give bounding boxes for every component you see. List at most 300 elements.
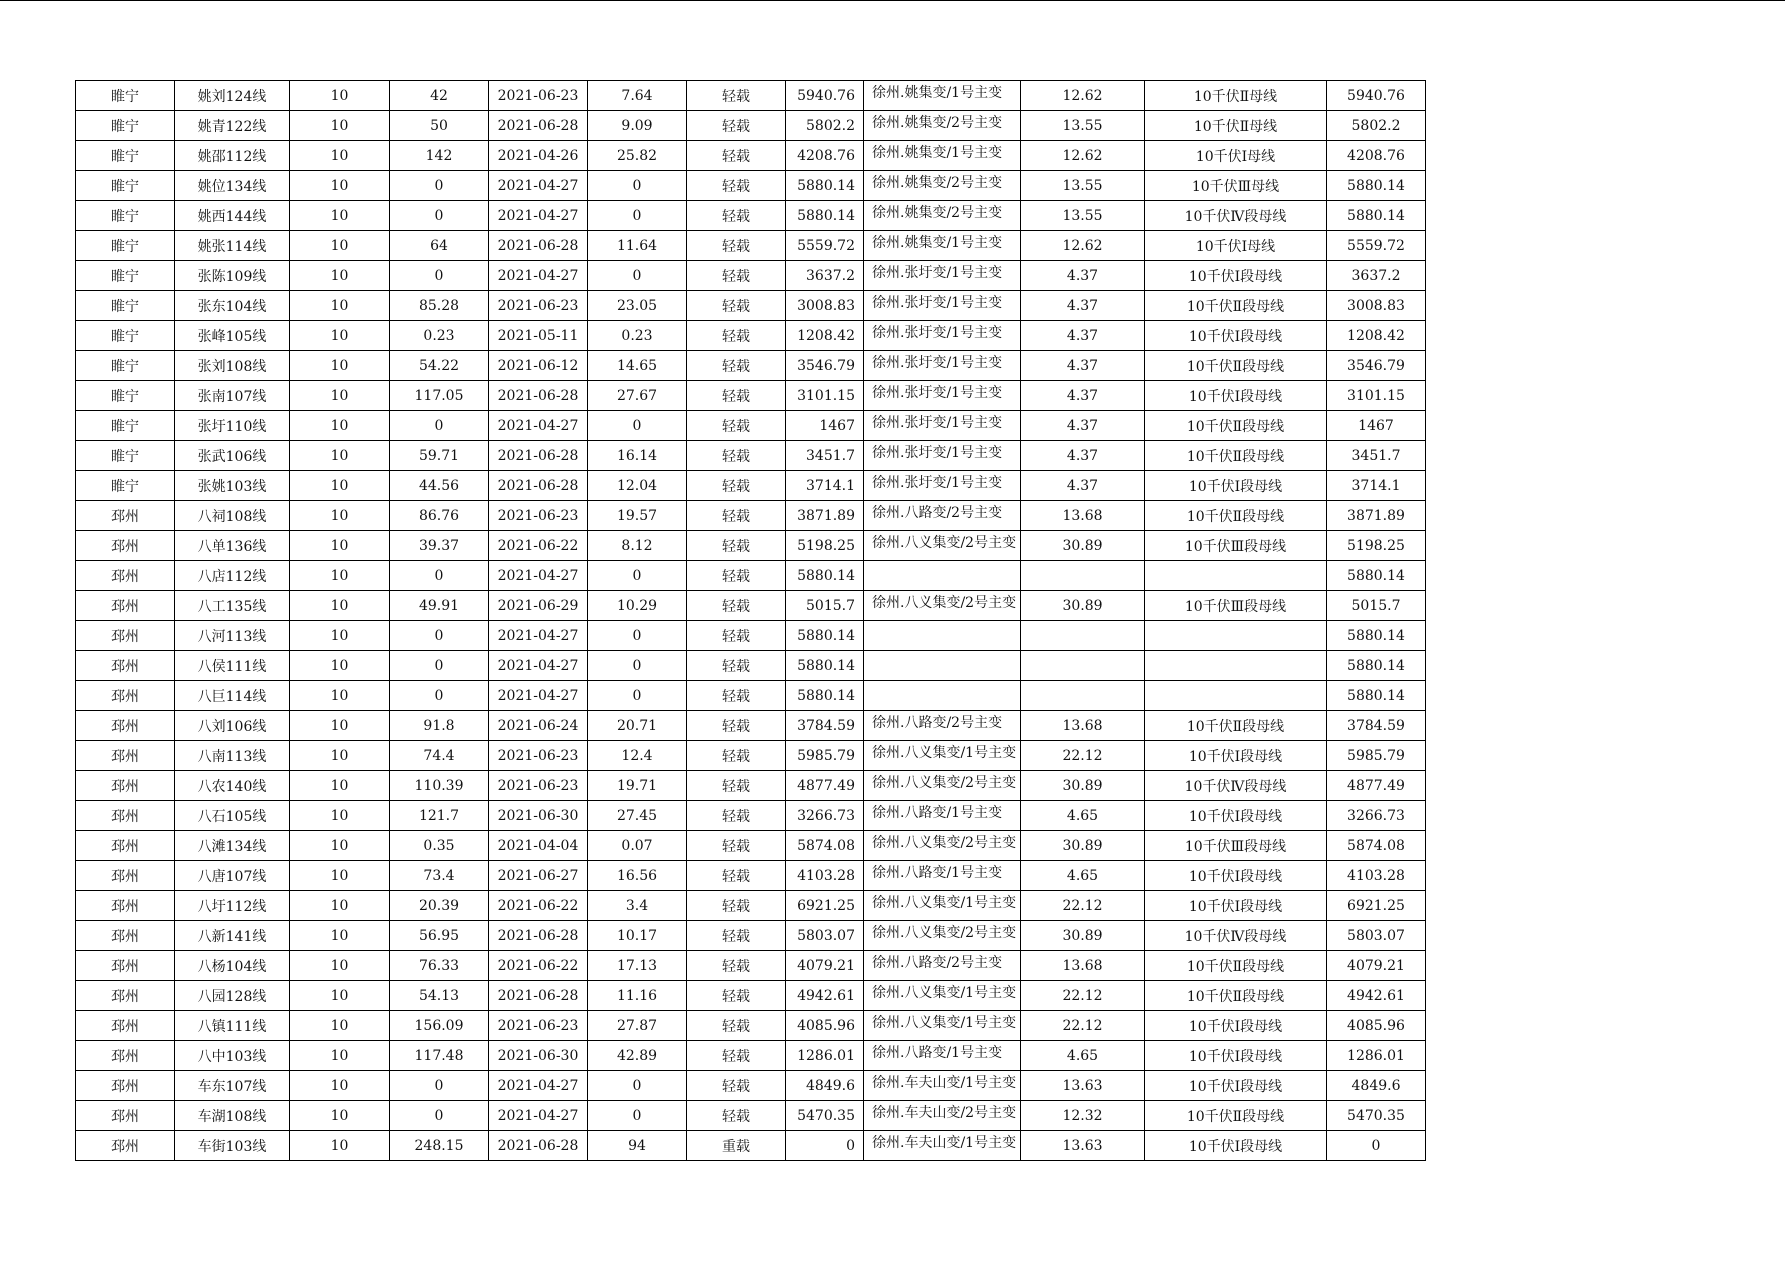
capacity-cell: 3266.73 [786,801,864,831]
voltage-cell: 10 [290,411,390,441]
capacity-cell: 4079.21 [786,951,864,981]
voltage-cell: 10 [290,111,390,141]
line-name-cell: 张峰105线 [175,321,290,351]
current-cell: 91.8 [390,711,489,741]
transformer-cell: 徐州.张圩变/1号主变 [864,471,1021,501]
current-cell: 0 [390,261,489,291]
transformer-cell: 徐州.姚集变/1号主变 [864,231,1021,261]
margin-cell: 5802.2 [1327,111,1426,141]
load-status-cell: 轻载 [687,621,786,651]
date-cell: 2021-06-28 [489,231,588,261]
margin-cell: 5880.14 [1327,171,1426,201]
transformer-cell: 徐州.八义集变/2号主变 [864,531,1021,561]
bus-cell: 10千伏Ⅲ段母线 [1145,591,1327,621]
region-cell: 睢宁 [76,411,175,441]
transformer-cell: 徐州.八路变/1号主变 [864,1041,1021,1071]
transformer-cell: 徐州.八义集变/2号主变 [864,921,1021,951]
voltage-cell: 10 [290,801,390,831]
line-name-cell: 八祠108线 [175,501,290,531]
voltage-cell: 10 [290,861,390,891]
load-rate-cell: 42.89 [588,1041,687,1071]
current-cell: 142 [390,141,489,171]
current-cell: 0 [390,621,489,651]
margin-cell: 5880.14 [1327,201,1426,231]
load-rate-cell: 20.71 [588,711,687,741]
load-status-cell: 轻载 [687,321,786,351]
line-name-cell: 八巨114线 [175,681,290,711]
line-name-cell: 八店112线 [175,561,290,591]
transformer-cell [864,621,1021,651]
line-name-cell: 张武106线 [175,441,290,471]
voltage-cell: 10 [290,81,390,111]
line-name-cell: 姚邵112线 [175,141,290,171]
region-cell: 邳州 [76,711,175,741]
voltage-cell: 10 [290,621,390,651]
bus-cell [1145,621,1327,651]
current-cell: 156.09 [390,1011,489,1041]
capacity-cell: 5880.14 [786,171,864,201]
bus-cell: 10千伏Ⅰ段母线 [1145,891,1327,921]
region-cell: 睢宁 [76,351,175,381]
bus-cell: 10千伏Ⅰ段母线 [1145,1041,1327,1071]
current-cell: 20.39 [390,891,489,921]
transformer-load-cell: 22.12 [1021,1011,1145,1041]
date-cell: 2021-06-22 [489,891,588,921]
load-status-cell: 轻载 [687,81,786,111]
load-status-cell: 轻载 [687,291,786,321]
current-cell: 0 [390,411,489,441]
transformer-cell: 徐州.八义集变/2号主变 [864,771,1021,801]
date-cell: 2021-06-28 [489,1131,588,1161]
load-rate-cell: 27.87 [588,1011,687,1041]
table-row [76,501,1426,531]
voltage-cell: 10 [290,1131,390,1161]
bus-cell: 10千伏Ⅱ段母线 [1145,981,1327,1011]
current-cell: 49.91 [390,591,489,621]
capacity-cell: 5198.25 [786,531,864,561]
bus-cell: 10千伏Ⅳ段母线 [1145,201,1327,231]
current-cell: 121.7 [390,801,489,831]
date-cell: 2021-06-23 [489,291,588,321]
load-rate-cell: 9.09 [588,111,687,141]
transformer-load-cell: 13.55 [1021,201,1145,231]
region-cell: 邳州 [76,591,175,621]
bus-cell: 10千伏Ⅱ母线 [1145,111,1327,141]
transformer-cell: 徐州.车夫山变/1号主变 [864,1071,1021,1101]
load-status-cell: 轻载 [687,471,786,501]
region-cell: 邳州 [76,561,175,591]
margin-cell: 5874.08 [1327,831,1426,861]
region-cell: 睢宁 [76,261,175,291]
capacity-cell: 5559.72 [786,231,864,261]
margin-cell: 3008.83 [1327,291,1426,321]
transformer-cell: 徐州.姚集变/1号主变 [864,141,1021,171]
capacity-cell: 3714.1 [786,471,864,501]
load-rate-cell: 16.14 [588,441,687,471]
line-name-cell: 八工135线 [175,591,290,621]
load-status-cell: 轻载 [687,981,786,1011]
line-name-cell: 八中103线 [175,1041,290,1071]
capacity-cell: 1467 [786,411,864,441]
date-cell: 2021-06-22 [489,531,588,561]
table-row [76,831,1426,861]
feeder-load-table [75,80,1426,1161]
load-status-cell: 轻载 [687,711,786,741]
date-cell: 2021-06-23 [489,771,588,801]
table-row [76,261,1426,291]
capacity-cell: 5880.14 [786,621,864,651]
voltage-cell: 10 [290,1101,390,1131]
voltage-cell: 10 [290,1071,390,1101]
bus-cell [1145,681,1327,711]
load-status-cell: 轻载 [687,531,786,561]
bus-cell: 10千伏Ⅱ段母线 [1145,501,1327,531]
current-cell: 44.56 [390,471,489,501]
transformer-load-cell: 12.32 [1021,1101,1145,1131]
date-cell: 2021-06-28 [489,441,588,471]
transformer-load-cell: 13.68 [1021,951,1145,981]
voltage-cell: 10 [290,591,390,621]
transformer-load-cell: 4.37 [1021,381,1145,411]
date-cell: 2021-06-28 [489,981,588,1011]
transformer-cell [864,561,1021,591]
date-cell: 2021-04-27 [489,1071,588,1101]
load-status-cell: 轻载 [687,501,786,531]
region-cell: 邳州 [76,501,175,531]
date-cell: 2021-06-23 [489,1011,588,1041]
load-rate-cell: 0.07 [588,831,687,861]
region-cell: 邳州 [76,951,175,981]
date-cell: 2021-04-27 [489,621,588,651]
region-cell: 睢宁 [76,201,175,231]
line-name-cell: 车湖108线 [175,1101,290,1131]
transformer-load-cell: 13.55 [1021,171,1145,201]
voltage-cell: 10 [290,441,390,471]
line-name-cell: 八唐107线 [175,861,290,891]
bus-cell: 10千伏Ⅰ段母线 [1145,741,1327,771]
margin-cell: 5985.79 [1327,741,1426,771]
transformer-cell: 徐州.八路变/2号主变 [864,951,1021,981]
load-rate-cell: 11.16 [588,981,687,1011]
bus-cell: 10千伏Ⅱ母线 [1145,81,1327,111]
bus-cell: 10千伏Ⅳ段母线 [1145,921,1327,951]
region-cell: 邳州 [76,771,175,801]
load-rate-cell: 19.71 [588,771,687,801]
transformer-cell: 徐州.八义集变/1号主变 [864,1011,1021,1041]
region-cell: 邳州 [76,1011,175,1041]
date-cell: 2021-04-26 [489,141,588,171]
transformer-load-cell [1021,561,1145,591]
line-name-cell: 八单136线 [175,531,290,561]
voltage-cell: 10 [290,561,390,591]
date-cell: 2021-04-27 [489,171,588,201]
margin-cell: 1467 [1327,411,1426,441]
region-cell: 睢宁 [76,171,175,201]
bus-cell: 10千伏Ⅱ段母线 [1145,351,1327,381]
margin-cell: 3101.15 [1327,381,1426,411]
load-rate-cell: 17.13 [588,951,687,981]
transformer-load-cell: 13.68 [1021,711,1145,741]
table-body [76,81,1426,1161]
bus-cell: 10千伏Ⅱ段母线 [1145,441,1327,471]
table-row [76,921,1426,951]
transformer-cell: 徐州.八义集变/2号主变 [864,591,1021,621]
current-cell: 42 [390,81,489,111]
margin-cell: 3871.89 [1327,501,1426,531]
load-rate-cell: 0 [588,1071,687,1101]
table-row [76,321,1426,351]
current-cell: 0 [390,1071,489,1101]
table-row [76,741,1426,771]
load-rate-cell: 16.56 [588,861,687,891]
capacity-cell: 5880.14 [786,561,864,591]
transformer-load-cell: 4.65 [1021,861,1145,891]
margin-cell: 3637.2 [1327,261,1426,291]
transformer-load-cell: 4.37 [1021,261,1145,291]
region-cell: 邳州 [76,1101,175,1131]
load-rate-cell: 23.05 [588,291,687,321]
load-rate-cell: 12.04 [588,471,687,501]
line-name-cell: 八杨104线 [175,951,290,981]
line-name-cell: 姚张114线 [175,231,290,261]
margin-cell: 5803.07 [1327,921,1426,951]
capacity-cell: 3451.7 [786,441,864,471]
voltage-cell: 10 [290,171,390,201]
transformer-cell: 徐州.张圩变/1号主变 [864,321,1021,351]
margin-cell: 6921.25 [1327,891,1426,921]
line-name-cell: 八侯111线 [175,651,290,681]
date-cell: 2021-04-27 [489,201,588,231]
load-rate-cell: 7.64 [588,81,687,111]
transformer-load-cell: 30.89 [1021,531,1145,561]
load-rate-cell: 11.64 [588,231,687,261]
margin-cell: 5015.7 [1327,591,1426,621]
date-cell: 2021-04-27 [489,261,588,291]
line-name-cell: 张陈109线 [175,261,290,291]
load-rate-cell: 0.23 [588,321,687,351]
margin-cell: 4877.49 [1327,771,1426,801]
region-cell: 睢宁 [76,471,175,501]
bus-cell: 10千伏Ⅰ母线 [1145,231,1327,261]
transformer-cell: 徐州.八义集变/1号主变 [864,981,1021,1011]
transformer-load-cell: 4.37 [1021,471,1145,501]
voltage-cell: 10 [290,651,390,681]
margin-cell: 5880.14 [1327,621,1426,651]
load-rate-cell: 94 [588,1131,687,1161]
date-cell: 2021-06-12 [489,351,588,381]
table-row [76,231,1426,261]
current-cell: 59.71 [390,441,489,471]
load-status-cell: 轻载 [687,201,786,231]
capacity-cell: 4849.6 [786,1071,864,1101]
capacity-cell: 3008.83 [786,291,864,321]
load-status-cell: 轻载 [687,351,786,381]
current-cell: 110.39 [390,771,489,801]
transformer-cell: 徐州.车夫山变/1号主变 [864,1131,1021,1161]
region-cell: 邳州 [76,741,175,771]
load-status-cell: 轻载 [687,591,786,621]
transformer-load-cell: 4.37 [1021,441,1145,471]
bus-cell: 10千伏Ⅰ段母线 [1145,261,1327,291]
table-row [76,861,1426,891]
capacity-cell: 3871.89 [786,501,864,531]
capacity-cell: 5880.14 [786,201,864,231]
region-cell: 睢宁 [76,441,175,471]
region-cell: 邳州 [76,891,175,921]
region-cell: 邳州 [76,651,175,681]
table-row [76,141,1426,171]
line-name-cell: 姚西144线 [175,201,290,231]
margin-cell: 5559.72 [1327,231,1426,261]
voltage-cell: 10 [290,681,390,711]
voltage-cell: 10 [290,951,390,981]
load-status-cell: 轻载 [687,861,786,891]
table-row [76,561,1426,591]
region-cell: 邳州 [76,801,175,831]
table-row [76,381,1426,411]
load-status-cell: 轻载 [687,231,786,261]
transformer-load-cell [1021,651,1145,681]
capacity-cell: 1208.42 [786,321,864,351]
date-cell: 2021-04-27 [489,561,588,591]
date-cell: 2021-06-23 [489,741,588,771]
current-cell: 117.05 [390,381,489,411]
current-cell: 85.28 [390,291,489,321]
transformer-cell: 徐州.八义集变/2号主变 [864,831,1021,861]
line-name-cell: 姚青122线 [175,111,290,141]
transformer-cell: 徐州.车夫山变/2号主变 [864,1101,1021,1131]
transformer-load-cell: 12.62 [1021,81,1145,111]
transformer-cell: 徐州.张圩变/1号主变 [864,411,1021,441]
table-row [76,1041,1426,1071]
capacity-cell: 3101.15 [786,381,864,411]
line-name-cell: 张姚103线 [175,471,290,501]
bus-cell: 10千伏Ⅱ段母线 [1145,1101,1327,1131]
bus-cell: 10千伏Ⅲ段母线 [1145,831,1327,861]
voltage-cell: 10 [290,921,390,951]
load-rate-cell: 8.12 [588,531,687,561]
bus-cell [1145,651,1327,681]
capacity-cell: 3546.79 [786,351,864,381]
capacity-cell: 4208.76 [786,141,864,171]
region-cell: 睢宁 [76,321,175,351]
region-cell: 睢宁 [76,111,175,141]
transformer-load-cell: 12.62 [1021,231,1145,261]
table-row [76,471,1426,501]
line-name-cell: 张南107线 [175,381,290,411]
load-status-cell: 轻载 [687,681,786,711]
table-row [76,531,1426,561]
load-rate-cell: 0 [588,261,687,291]
load-status-cell: 轻载 [687,381,786,411]
load-rate-cell: 0 [588,171,687,201]
capacity-cell: 5803.07 [786,921,864,951]
load-rate-cell: 0 [588,201,687,231]
region-cell: 邳州 [76,921,175,951]
transformer-load-cell: 22.12 [1021,981,1145,1011]
capacity-cell: 4085.96 [786,1011,864,1041]
capacity-cell: 5940.76 [786,81,864,111]
voltage-cell: 10 [290,831,390,861]
load-rate-cell: 10.17 [588,921,687,951]
table-row [76,1131,1426,1161]
transformer-cell: 徐州.姚集变/2号主变 [864,171,1021,201]
voltage-cell: 10 [290,771,390,801]
load-rate-cell: 27.45 [588,801,687,831]
transformer-cell [864,681,1021,711]
voltage-cell: 10 [290,981,390,1011]
transformer-cell: 徐州.张圩变/1号主变 [864,441,1021,471]
load-status-cell: 轻载 [687,801,786,831]
load-status-cell: 轻载 [687,651,786,681]
current-cell: 64 [390,231,489,261]
load-status-cell: 重载 [687,1131,786,1161]
transformer-cell: 徐州.姚集变/1号主变 [864,81,1021,111]
transformer-load-cell: 30.89 [1021,591,1145,621]
load-rate-cell: 25.82 [588,141,687,171]
current-cell: 117.48 [390,1041,489,1071]
capacity-cell: 5802.2 [786,111,864,141]
transformer-load-cell [1021,621,1145,651]
date-cell: 2021-06-30 [489,801,588,831]
transformer-load-cell: 4.37 [1021,291,1145,321]
margin-cell: 3714.1 [1327,471,1426,501]
capacity-cell: 5874.08 [786,831,864,861]
line-name-cell: 张圩110线 [175,411,290,441]
margin-cell: 1286.01 [1327,1041,1426,1071]
margin-cell: 5198.25 [1327,531,1426,561]
current-cell: 76.33 [390,951,489,981]
table-row [76,621,1426,651]
date-cell: 2021-06-28 [489,471,588,501]
bus-cell: 10千伏Ⅰ段母线 [1145,1011,1327,1041]
transformer-cell [864,651,1021,681]
date-cell: 2021-06-30 [489,1041,588,1071]
bus-cell [1145,561,1327,591]
line-name-cell: 八河113线 [175,621,290,651]
bus-cell: 10千伏Ⅲ母线 [1145,171,1327,201]
load-status-cell: 轻载 [687,1101,786,1131]
load-rate-cell: 19.57 [588,501,687,531]
transformer-load-cell: 4.65 [1021,801,1145,831]
margin-cell: 4849.6 [1327,1071,1426,1101]
load-status-cell: 轻载 [687,441,786,471]
table-row [76,591,1426,621]
region-cell: 睢宁 [76,291,175,321]
voltage-cell: 10 [290,381,390,411]
date-cell: 2021-06-23 [489,501,588,531]
transformer-load-cell: 4.37 [1021,351,1145,381]
capacity-cell: 6921.25 [786,891,864,921]
region-cell: 睢宁 [76,81,175,111]
voltage-cell: 10 [290,711,390,741]
region-cell: 邳州 [76,621,175,651]
current-cell: 248.15 [390,1131,489,1161]
load-rate-cell: 0 [588,561,687,591]
transformer-cell: 徐州.姚集变/2号主变 [864,111,1021,141]
load-status-cell: 轻载 [687,1011,786,1041]
bus-cell: 10千伏Ⅱ段母线 [1145,711,1327,741]
date-cell: 2021-06-28 [489,921,588,951]
region-cell: 邳州 [76,1041,175,1071]
table-row [76,171,1426,201]
line-name-cell: 张东104线 [175,291,290,321]
load-status-cell: 轻载 [687,951,786,981]
load-rate-cell: 0 [588,651,687,681]
line-name-cell: 八南113线 [175,741,290,771]
voltage-cell: 10 [290,291,390,321]
line-name-cell: 八刘106线 [175,711,290,741]
